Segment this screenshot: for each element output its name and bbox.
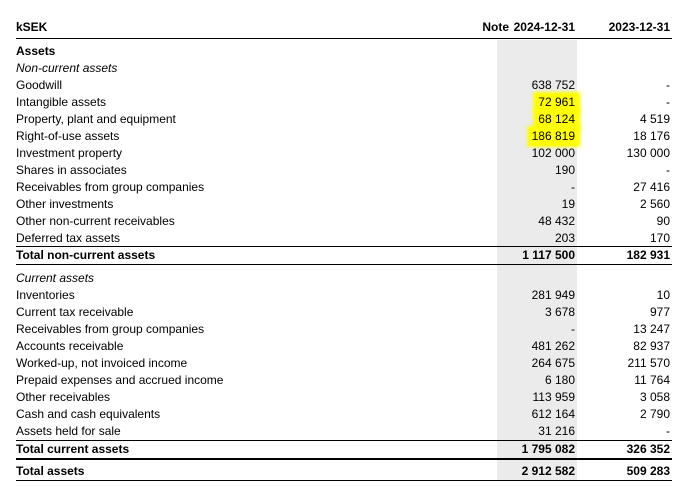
- highlighted-value-2024: 186 819: [529, 128, 578, 145]
- grand-total-row: [16, 463, 672, 480]
- value-2024: 102 000: [531, 146, 575, 160]
- table-row: [16, 77, 672, 94]
- value-2024: 203: [554, 231, 575, 245]
- value-2023: 13 247: [633, 322, 670, 336]
- non-current-heading: Non-current assets: [16, 61, 118, 75]
- value-2024: 281 949: [531, 288, 575, 302]
- value-2024: 481 262: [531, 339, 575, 353]
- row-label: Current tax receivable: [16, 305, 134, 319]
- value-2023: 90: [656, 214, 670, 228]
- table-row: [16, 230, 672, 247]
- value-2023: 130 000: [626, 146, 670, 160]
- value-2023: 11 764: [634, 373, 670, 387]
- table-row: [16, 196, 672, 213]
- table-row: [16, 406, 672, 423]
- value-2023: 27 416: [633, 180, 670, 194]
- value-2023: 977: [649, 305, 670, 319]
- row-label: Other non-current receivables: [16, 214, 175, 228]
- current-heading-row: [16, 270, 672, 287]
- value-2023: 3 058: [639, 390, 670, 404]
- value-2024: -: [571, 322, 575, 336]
- total-value-2023: 182 931: [626, 248, 670, 262]
- row-label: Investment property: [16, 146, 123, 160]
- value-2024: 19: [561, 197, 575, 211]
- value-2023: -: [666, 95, 670, 109]
- grand-total-rule: [16, 480, 672, 481]
- row-label: Receivables from group companies: [16, 322, 205, 336]
- table-row: [16, 389, 672, 406]
- total-current-row: [16, 441, 672, 458]
- table-row: [16, 355, 672, 372]
- row-label: Cash and cash equivalents: [16, 407, 161, 421]
- total-label: Total non-current assets: [16, 248, 156, 262]
- value-2024: 3 678: [544, 305, 575, 319]
- table-row: [16, 111, 672, 128]
- table-row: [16, 128, 672, 145]
- table-row: [16, 145, 672, 162]
- value-2023: 170: [649, 231, 670, 245]
- value-2024: 113 959: [532, 390, 575, 404]
- header-rule: [16, 38, 672, 39]
- value-2024: 6 180: [544, 373, 575, 387]
- row-label: Prepaid expenses and accrued income: [16, 373, 224, 387]
- value-2023: 2 560: [639, 197, 670, 211]
- table-header-row: [16, 19, 672, 36]
- total-rule: [16, 458, 672, 460]
- table-row: [16, 304, 672, 321]
- section-title-row: [16, 43, 672, 60]
- row-label: Other receivables: [16, 390, 111, 404]
- current-heading: Current assets: [16, 271, 95, 285]
- table-row: [16, 321, 672, 338]
- table-row: [16, 338, 672, 355]
- grand-total-value-2023: 509 283: [626, 464, 670, 478]
- value-2023: 82 937: [633, 339, 670, 353]
- value-2023: 2 790: [639, 407, 670, 421]
- value-2023: -: [666, 78, 670, 92]
- highlighted-value-2024: 72 961: [535, 94, 578, 111]
- value-2024: 264 675: [531, 356, 575, 370]
- table-row: [16, 179, 672, 196]
- row-label: Shares in associates: [16, 163, 127, 177]
- row-label: Inventories: [16, 288, 75, 302]
- total-rule: [16, 264, 672, 265]
- value-2024: 612 164: [531, 407, 575, 421]
- row-label: Property, plant and equipment: [16, 112, 176, 126]
- value-2023: 18 176: [633, 129, 670, 143]
- row-label: Right-of-use assets: [16, 129, 120, 143]
- value-2023: -: [666, 424, 670, 438]
- value-2024: 638 752: [531, 78, 575, 92]
- total-value-2023: 326 352: [626, 442, 670, 456]
- column-header-2024: 2024-12-31: [513, 20, 575, 34]
- table-row: [16, 372, 672, 389]
- row-label: Assets held for sale: [16, 424, 121, 438]
- total-non-current-row: [16, 247, 672, 264]
- unit-header: kSEK: [16, 20, 48, 34]
- value-2023: -: [666, 163, 670, 177]
- grand-total-value-2024: 2 912 582: [521, 464, 575, 478]
- table-row: [16, 423, 672, 440]
- table-row: [16, 287, 672, 304]
- value-2024: 190: [554, 163, 575, 177]
- note-column-header: Note: [482, 20, 509, 34]
- value-2023: 4 519: [639, 112, 670, 126]
- total-value-2024: 1 117 500: [522, 248, 575, 262]
- row-label: Other investments: [16, 197, 114, 211]
- table-row: [16, 213, 672, 230]
- value-2024: 31 216: [538, 424, 575, 438]
- value-2023: 211 570: [627, 356, 670, 370]
- total-value-2024: 1 795 082: [521, 442, 575, 456]
- highlighted-value-2024: 68 124: [535, 111, 578, 128]
- grand-total-label: Total assets: [16, 464, 85, 478]
- row-label: Intangible assets: [16, 95, 107, 109]
- column-header-2023: 2023-12-31: [608, 20, 670, 34]
- value-2023: 10: [656, 288, 670, 302]
- row-label: Accounts receivable: [16, 339, 124, 353]
- table-row: [16, 162, 672, 179]
- row-label: Worked-up, not invoiced income: [16, 356, 188, 370]
- value-2024: -: [571, 180, 575, 194]
- non-current-heading-row: [16, 60, 672, 77]
- row-label: Goodwill: [16, 78, 63, 92]
- total-label: Total current assets: [16, 442, 130, 456]
- value-2024: 48 432: [538, 214, 575, 228]
- row-label: Deferred tax assets: [16, 231, 121, 245]
- table-row: [16, 94, 672, 111]
- section-title: Assets: [16, 44, 56, 58]
- row-label: Receivables from group companies: [16, 180, 205, 194]
